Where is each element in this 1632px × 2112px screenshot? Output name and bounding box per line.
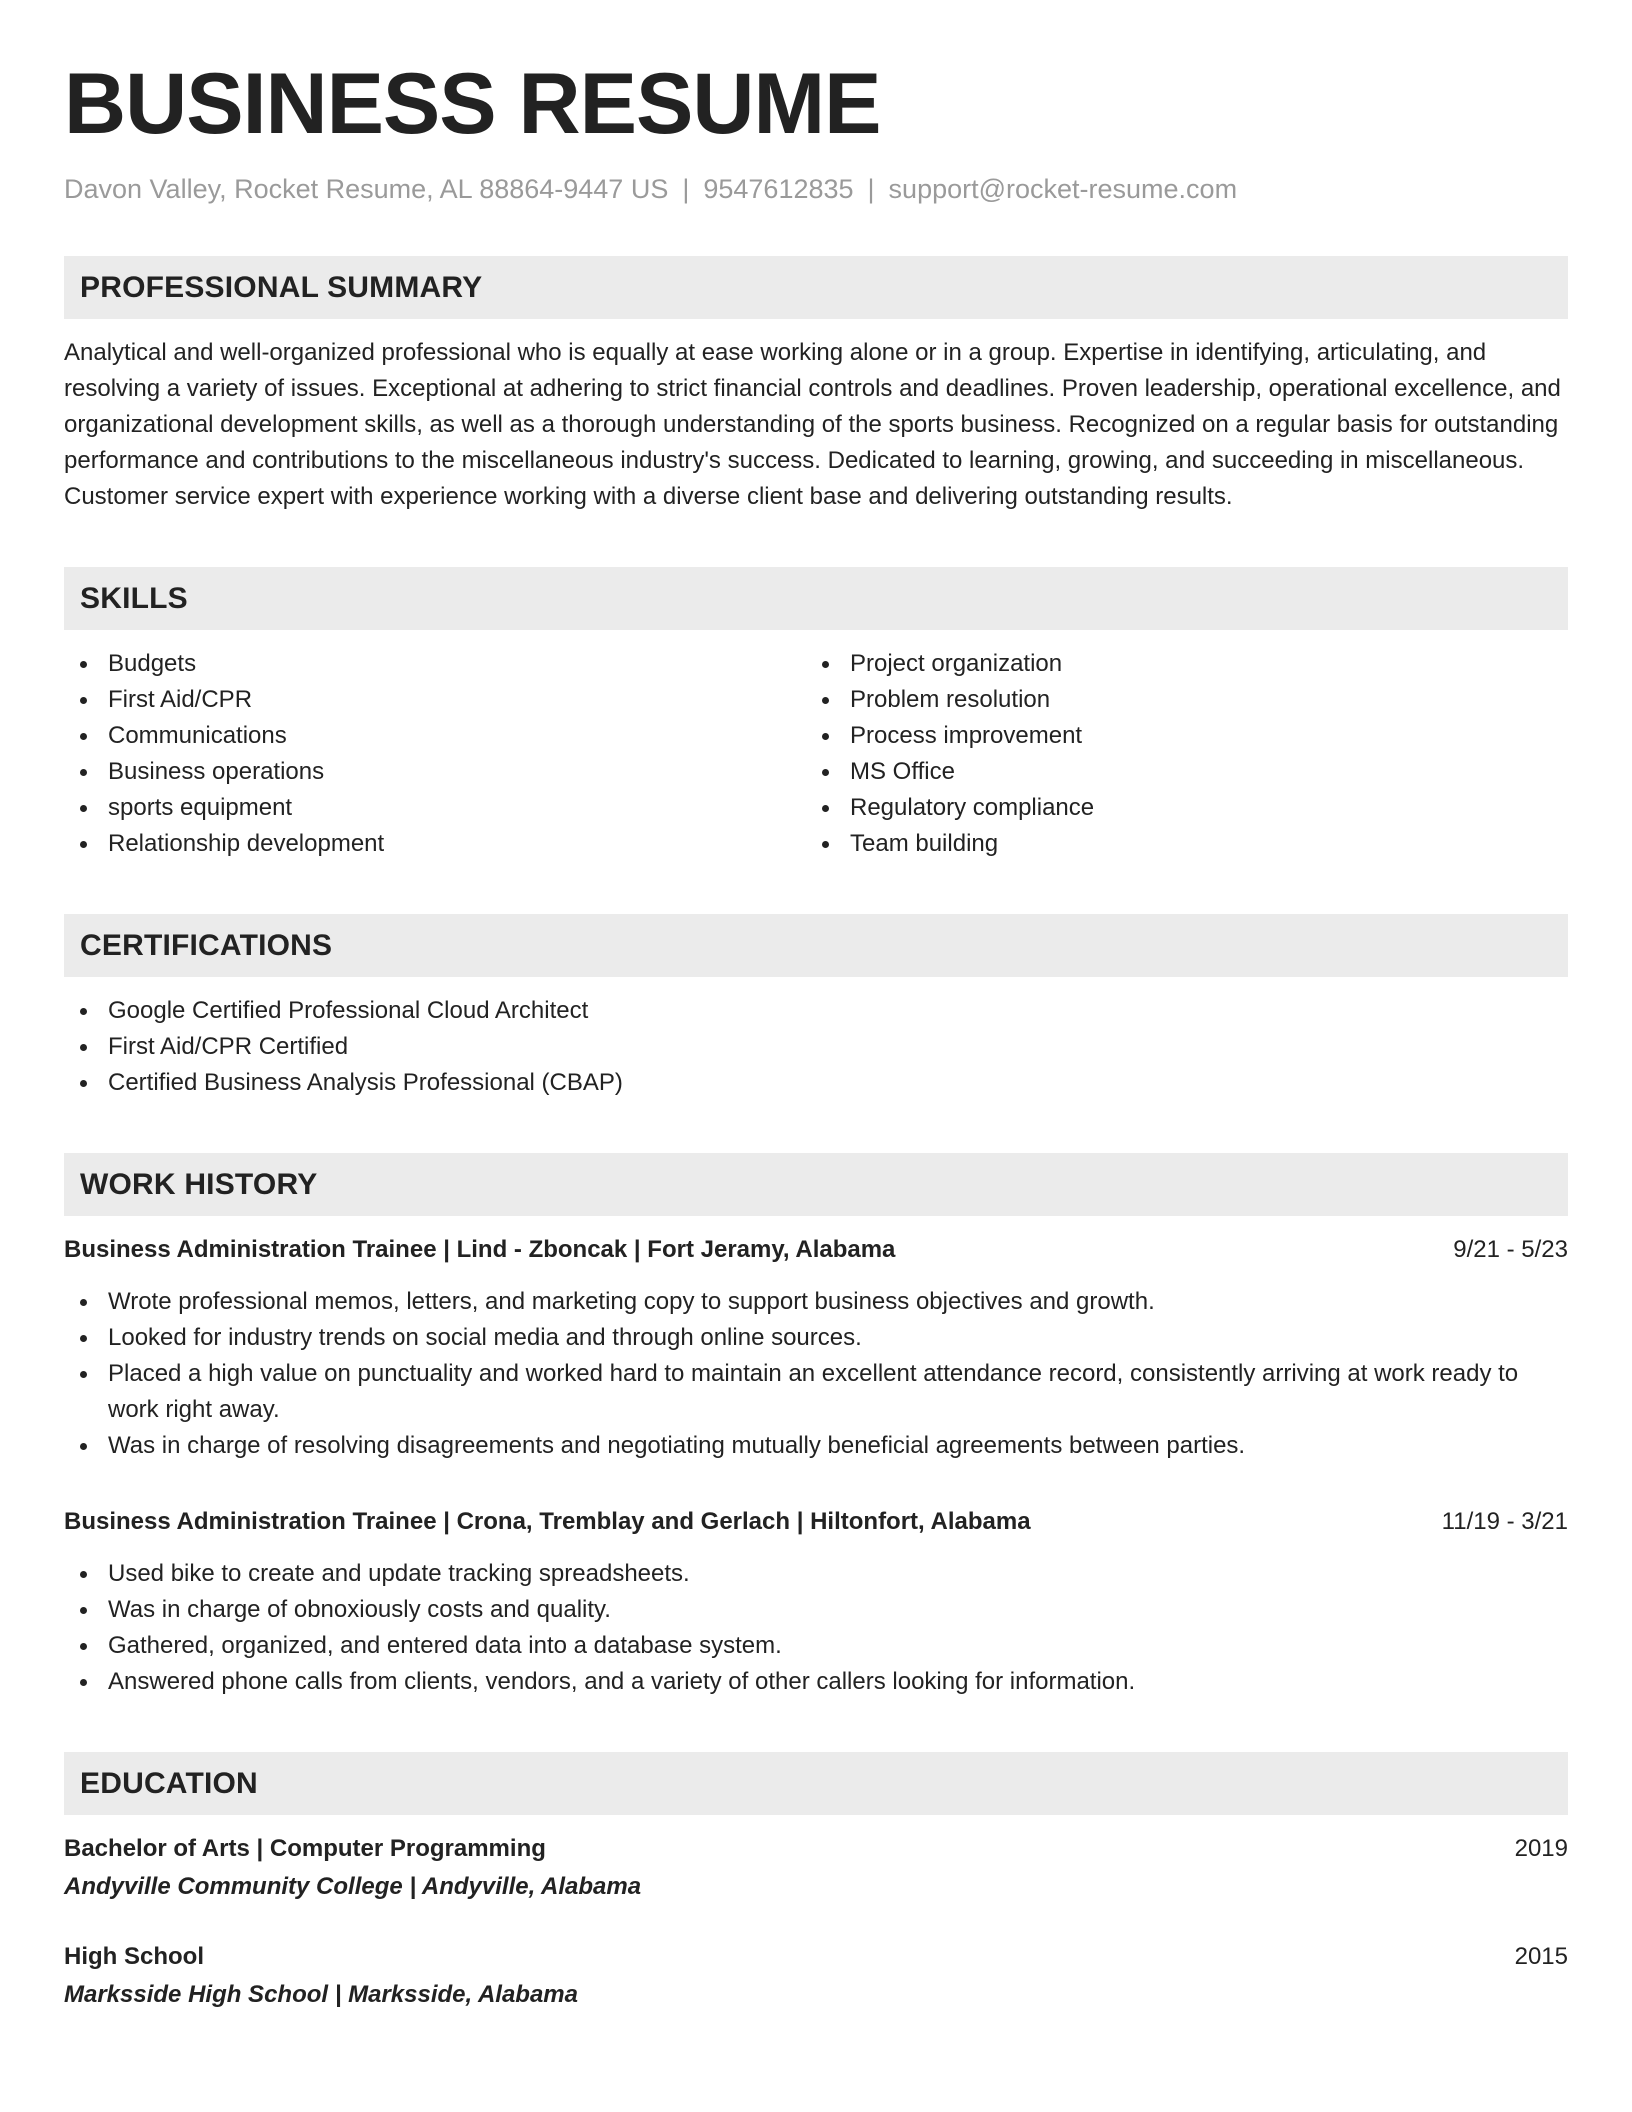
contact-address: Davon Valley, Rocket Resume, AL 88864-9447 US bbox=[64, 174, 669, 204]
contact-line bbox=[64, 172, 1568, 206]
skill-item: Process improvement bbox=[806, 718, 1548, 754]
summary-section-title: PROFESSIONAL SUMMARY bbox=[80, 270, 483, 304]
job-bullet: Placed a high value on punctuality and worked hard to maintain an excellent attendance record, consistently arriving at work ready to work right away. bbox=[64, 1356, 1568, 1428]
skill-item: Communications bbox=[64, 718, 806, 754]
job-bullet: Was in charge of obnoxiously costs and quality. bbox=[64, 1592, 1568, 1628]
certification-item: Google Certified Professional Cloud Architect bbox=[64, 993, 1568, 1029]
skill-item: Team building bbox=[806, 826, 1548, 862]
education-year: 2015 bbox=[1514, 1943, 1568, 1970]
certification-item: Certified Business Analysis Professional (CBAP) bbox=[64, 1065, 1568, 1101]
skills-list-left bbox=[64, 646, 806, 862]
education-heading-row bbox=[64, 1831, 1568, 1867]
education-year: 2019 bbox=[1514, 1835, 1568, 1862]
job-bullet: Looked for industry trends on social media and through online sources. bbox=[64, 1320, 1568, 1356]
skills-section-title: SKILLS bbox=[80, 581, 188, 615]
education-heading-row bbox=[64, 1939, 1568, 1975]
contact-email[interactable]: support@rocket-resume.com bbox=[888, 174, 1238, 204]
job-bullets bbox=[64, 1284, 1568, 1464]
skills-grid bbox=[64, 646, 1568, 862]
skill-item: Regulatory compliance bbox=[806, 790, 1548, 826]
skill-item: Business operations bbox=[64, 754, 806, 790]
work-section-header bbox=[64, 1153, 1568, 1216]
skill-item: Budgets bbox=[64, 646, 806, 682]
contact-phone[interactable]: 9547612835 bbox=[703, 174, 854, 204]
skills-list-right bbox=[806, 646, 1548, 862]
job-title: Business Administration Trainee | Lind - Zboncak | Fort Jeramy, Alabama bbox=[64, 1236, 896, 1263]
skill-item: sports equipment bbox=[64, 790, 806, 826]
resume-page bbox=[64, 56, 1568, 2013]
education-school: Marksside High School | Marksside, Alabama bbox=[64, 1981, 578, 2008]
contact-separator: | bbox=[867, 174, 875, 204]
skill-item: Project organization bbox=[806, 646, 1548, 682]
certifications-list bbox=[64, 993, 1568, 1101]
skills-section-header bbox=[64, 567, 1568, 630]
resume-title: BUSINESS RESUME bbox=[64, 56, 881, 152]
job-bullets bbox=[64, 1556, 1568, 1700]
certifications-section-title: CERTIFICATIONS bbox=[80, 928, 333, 962]
skill-item: First Aid/CPR bbox=[64, 682, 806, 718]
education-degree: Bachelor of Arts | Computer Programming bbox=[64, 1835, 546, 1862]
summary-text: Analytical and well-organized professional who is equally at ease working alone or in a group. Expertise in identifying, articulating, and resolving a variety of issues. Exceptional at adhering to strict financial controls and deadlines. Proven leadership, operational excellence, and organizational development skills, as well as a thorough understanding of the sports business. Recognized on a regular basis for outstanding performance and contributions to the miscellaneous industry's success. Dedicated to learning, growing, and succeeding in miscellaneous. Customer service expert with experience working with a diverse client base and delivering outstanding results. bbox=[64, 339, 1561, 510]
job-bullet: Answered phone calls from clients, vendors, and a variety of other callers looking for information. bbox=[64, 1664, 1568, 1700]
job-bullet: Was in charge of resolving disagreements and negotiating mutually beneficial agreements between parties. bbox=[64, 1428, 1568, 1464]
education-school: Andyville Community College | Andyville, Alabama bbox=[64, 1873, 642, 1900]
job-heading-row bbox=[64, 1504, 1568, 1540]
work-section-title: WORK HISTORY bbox=[80, 1167, 318, 1201]
certification-item: First Aid/CPR Certified bbox=[64, 1029, 1568, 1065]
education-degree: High School bbox=[64, 1943, 204, 1970]
skill-item: Relationship development bbox=[64, 826, 806, 862]
job-bullet: Used bike to create and update tracking spreadsheets. bbox=[64, 1556, 1568, 1592]
summary-section-header bbox=[64, 256, 1568, 319]
job-bullet: Wrote professional memos, letters, and marketing copy to support business objectives and growth. bbox=[64, 1284, 1568, 1320]
job-dates: 9/21 - 5/23 bbox=[1453, 1236, 1568, 1263]
certifications-section-header bbox=[64, 914, 1568, 977]
job-dates: 11/19 - 3/21 bbox=[1441, 1508, 1568, 1535]
skill-item: MS Office bbox=[806, 754, 1548, 790]
job-title: Business Administration Trainee | Crona, Tremblay and Gerlach | Hiltonfort, Alabama bbox=[64, 1508, 1031, 1535]
job-bullet: Gathered, organized, and entered data into a database system. bbox=[64, 1628, 1568, 1664]
education-section-header bbox=[64, 1752, 1568, 1815]
contact-separator: | bbox=[682, 174, 690, 204]
education-section-title: EDUCATION bbox=[80, 1766, 258, 1800]
job-heading-row bbox=[64, 1232, 1568, 1268]
skill-item: Problem resolution bbox=[806, 682, 1548, 718]
